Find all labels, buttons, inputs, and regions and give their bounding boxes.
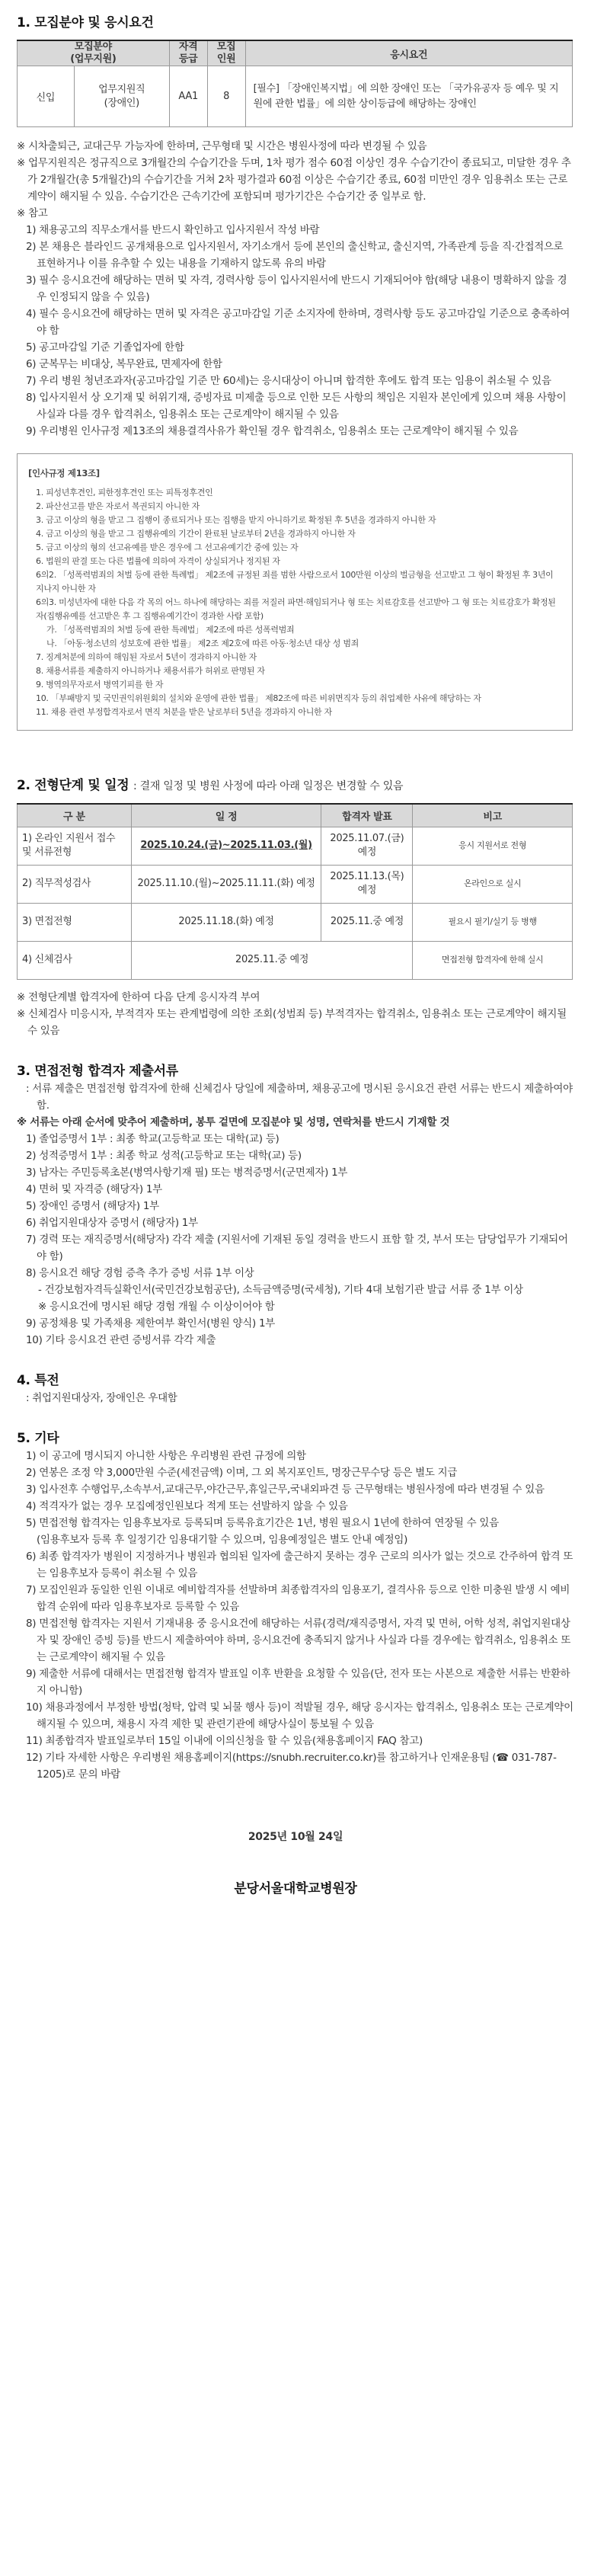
recruitment-table (17, 40, 573, 127)
benefit-text: : 취업지원대상자, 장애인은 우대함 (26, 1391, 177, 1404)
section5-title: 5. 기타 (17, 1430, 59, 1446)
box-item: 10. 「부패방지 및 국민권익위원회의 설치와 운영에 관한 법률」 제82조에 따른 비위면직자 등의 취업제한 사유에 해당하는 자 (36, 693, 481, 703)
section3-title: 3. 면접전형 합격자 제출서류 (17, 1063, 178, 1079)
box-item: 4. 금고 이상의 형을 받고 그 집행유예의 기간이 완료된 날로부터 2년을 경과하지 아니한 자 (36, 529, 356, 539)
col-schedule: 일 정 (131, 804, 321, 827)
cell-announce: 2025.11.13.(목) 예정 (321, 865, 413, 903)
cell-requirement: [필수] 「장애인복지법」에 의한 장애인 또는 「국가유공자 등 예우 및 지원에 관한 법률」에 의한 상이등급에 해당하는 장애인 (245, 66, 572, 127)
box-item: 3. 금고 이상의 형을 받고 그 집행이 종료되거나 또는 집행을 받지 아니하기로 확정된 후 5년을 경과하지 아니한 자 (36, 515, 436, 525)
doc-item: 4) 면허 및 자격증 (해당자) 1부 (26, 1182, 162, 1195)
etc-item: 1) 이 공고에 명시되지 아니한 사항은 우리병원 관련 규정에 의함 (26, 1449, 306, 1462)
etc-item: 9) 제출한 서류에 대해서는 면접전형 합격자 발표일 이후 반환을 요청할 수 있음(단, 전자 또는 사본으로 제출한 서류는 반환하지 아니함) (26, 1667, 570, 1697)
box-item: 가. 「성폭력범죄의 처벌 등에 관한 특례법」 제2조에 따른 성폭력범죄 (46, 625, 295, 635)
doc-item: 10) 기타 응시요건 관련 증빙서류 각각 제출 (26, 1333, 216, 1346)
disqualification-box (17, 453, 573, 731)
ref-8: 8) 입사지원서 상 오기재 및 허위기재, 증빙자료 미제출 등으로 인한 모든 사항의 책임은 지원자 본인에게 있으며 채용 사항이 사실과 다를 경우 합격취소, 임용취소 또는 근로계약이 해지될 수 있음 (26, 392, 567, 421)
box-item: 나. 「아동·청소년의 성보호에 관한 법률」 제2조 제2호에 따른 아동·청소년 대상 성 범죄 (46, 638, 359, 648)
table-row (18, 865, 573, 903)
col-note: 비고 (413, 804, 573, 827)
doc-item: 3) 남자는 주민등록초본(병역사항기재 필) 또는 병적증명서(군면제자) 1부 (26, 1166, 348, 1179)
note-1: ※ 시차출퇴근, 교대근무 가능자에 한하며, 근무형태 및 시간은 병원사정에 따라 변경될 수 있음 (17, 140, 427, 152)
box-item: 7. 징계처분에 의하여 해임된 자로서 5년이 경과하지 아니한 자 (36, 652, 257, 662)
box-item: 9. 병역의무자로서 병역기피를 한 자 (36, 680, 164, 690)
box-item: 6의2. 「성폭력범죄의 처벌 등에 관한 특례법」 제2조에 규정된 죄를 범한 사람으로서 100만원 이상의 벌금형을 선고받고 그 형이 확정된 후 3년이 지나지 아니한 자 (36, 570, 554, 594)
table-row (18, 903, 573, 941)
etc-item: (임용후보자 등록 후 일정기간 임용대기할 수 있으며, 임용예정일은 별도 안내 예정임) (37, 1533, 408, 1546)
doc-item: 7) 경력 또는 재직증명서(해당자) 각각 제출 (지원서에 기재된 동일 경력을 반드시 표함 할 것, 부서 또는 담당업무가 기재되어야 함) (26, 1233, 568, 1262)
cell-count: 8 (207, 66, 245, 127)
doc-item: - 건강보험자격득실확인서(국민건강보험공단), 소득금액증명(국세청), 기타 4대 보험기관 발급 서류 중 1부 이상 (38, 1283, 523, 1296)
section1-title: 1. 모집분야 및 응시요건 (17, 15, 154, 30)
col-stage: 구 분 (18, 804, 132, 827)
col-field: 모집분야 (업무지원) (18, 40, 170, 66)
doc-item: 8) 응시요건 해당 경험 증측 추가 증빙 서류 1부 이상 (26, 1266, 254, 1279)
etc-item: 5) 면접전형 합격자는 임용후보자로 등록되며 등록유효기간은 1년, 병원 필요시 1년에 한하여 연장될 수 있음 (26, 1516, 499, 1529)
box-item: 1. 피성년후견인, 피한정후견인 또는 피특정후견인 (36, 488, 213, 498)
note-2: ※ 업무지원직은 정규직으로 3개월간의 수습기간을 두며, 1차 평가 점수 60점 이상인 경우 수습기간이 종료되고, 미달한 경우 추가 2개월간(총 5개월간)의 수습기간을 거쳐 2차 평가결과 60점 이상은 수습기간 종료, 60점 미만인 경우 임용취소 또는 근로계약이 해지될 수 있음. 수습기간은 근속기간에 포함되며 평가기간은 수습기간 중 일부로 함. (17, 157, 571, 203)
cell-announce: 2025.11.07.(금) 예정 (321, 827, 413, 865)
box-heading: [인사규정 제13조] (28, 468, 100, 478)
etc-item: 12) 기타 자세한 사항은 우리병원 채용홈페이지(https://snubh.recruiter.co.kr)를 참고하거나 인재운용팀 (☎ 031-787-1205)로 문의 바람 (26, 1751, 557, 1781)
table-row (18, 827, 573, 865)
schedule-note-1: ※ 전형단계별 합격자에 한하여 다음 단계 응시자격 부여 (17, 990, 260, 1003)
col-announce: 합격자 발표 (321, 804, 413, 827)
ref-6: 6) 군복무는 비대상, 복무완료, 면제자에 한함 (26, 358, 222, 370)
etc-item: 4) 적격자가 없는 경우 모집예정인원보다 적게 또는 선발하지 않을 수 있음 (26, 1499, 348, 1512)
etc-item: 2) 연봉은 조정 약 3,000만원 수준(세전금액) 이며, 그 외 복지포인트, 명장근무수당 등은 별도 지급 (26, 1466, 458, 1479)
ref-4: 4) 필수 응시요건에 해당하는 면허 및 자격은 공고마감일 기준 소지자에 한하며, 경력사항 등도 공고마감일 기준으로 충족하여야 함 (26, 308, 570, 337)
col-requirement: 응시요건 (245, 40, 572, 66)
cell-type: 신입 (18, 66, 75, 127)
etc-item: 3) 입사전후 수행업무,소속부서,교대근무,야간근무,휴일근무,국내외파견 등 근무형태는 병원사정에 따라 변경될 수 있음 (26, 1483, 545, 1496)
etc-item: 8) 면접전형 합격자는 지원서 기재내용 중 응시요건에 해당하는 서류(경력/재직증명서, 자격 및 면허, 어학 성적, 취업지원대상자 및 장애인 증빙 등)를 반드시 제출하여야 하며, 응시요건에 충족되지 않거나 사실과 다를 경우에는 합격취소, 임용취소 또는 근로계약이 해지될 수 있음 (26, 1617, 571, 1663)
schedule-table (17, 803, 573, 980)
cell-schedule: 2025.11.중 예정 (131, 941, 413, 979)
doc-item: ※ 응시요건에 명시된 해당 경험 개월 수 이상이어야 함 (38, 1300, 275, 1313)
cell-stage: 4) 신체검사 (18, 941, 132, 979)
cell-stage: 2) 직무적성검사 (18, 865, 132, 903)
etc-item: 11) 최종합격자 발표일로부터 15일 이내에 이의신청을 할 수 있음(채용홈페이지 FAQ 참고) (26, 1734, 423, 1747)
cell-schedule: 2025.11.10.(월)~2025.11.11.(화) 예정 (131, 865, 321, 903)
etc-item: 7) 모집인원과 동일한 인원 이내로 예비합격자를 선발하며 최종합격자의 임용포기, 결격사유 등으로 인한 미충원 발생 시 예비합격 순위에 따라 임용후보자로 등록할 수 있음 (26, 1583, 570, 1613)
box-item: 5. 금고 이상의 형의 선고유예를 받은 경우에 그 선고유예기간 중에 있는 자 (36, 542, 299, 552)
ref-3: 3) 필수 응시요건에 해당하는 면허 및 자격, 경력사항 등이 입사지원서에 반드시 기재되어야 함(해당 내용이 명확하지 않을 경우 인정되지 않을 수 있음) (26, 274, 567, 303)
cell-note: 필요시 필기/실기 등 병행 (413, 903, 573, 941)
cell-note: 온라인으로 실시 (413, 865, 573, 903)
doc-item: 6) 취업지원대상자 증명서 (해당자) 1부 (26, 1216, 198, 1229)
cell-stage: 3) 면접전형 (18, 903, 132, 941)
table-row (18, 941, 573, 979)
doc-item: 9) 공정채용 및 가족채용 제한여부 확인서(병원 양식) 1부 (26, 1317, 275, 1330)
ref-7: 7) 우리 병원 청년조과자(공고마감일 기준 만 60세)는 응시대상이 아니며 합격한 후에도 합격 또는 임용이 취소될 수 있음 (26, 375, 551, 387)
ref-2: 2) 본 채용은 블라인드 공개채용으로 입사지원서, 자기소개서 등에 본인의 출신학교, 출신지역, 가족관계 등을 직·간접적으로 표현하거나 이를 유추할 수 있는 내용을 기재하지 않도록 유의 바람 (26, 241, 564, 270)
section4-title: 4. 특전 (17, 1372, 59, 1388)
cell-schedule: 2025.11.18.(화) 예정 (131, 903, 321, 941)
section2-title: 2. 전형단계 및 일정 (17, 778, 129, 793)
ref-9: 9) 우리병원 인사규정 제13조의 채용결격사유가 확인될 경우 합격취소, 임용취소 또는 근로계약이 해지될 수 있음 (26, 425, 519, 437)
box-item: 2. 파산선고를 받은 자로서 복권되지 아니한 자 (36, 501, 200, 511)
box-item: 8. 채용서류를 제출하지 아니하거나 채용서류가 허위로 판명된 자 (36, 666, 265, 676)
col-grade: 자격 등급 (169, 40, 207, 66)
cell-field: 업무지원직 (장애인) (74, 66, 169, 127)
box-item: 6의3. 미성년자에 대한 다음 각 목의 어느 하나에 해당하는 죄를 저질러 파면·해임되거나 형 또는 치료감호를 선고받아 그 형 또는 치료감호가 확정된 자(집행유예를 선고받은 후 그 집행유예기간이 경과한 사람 포함) (36, 597, 556, 621)
box-item: 6. 법원의 판결 또는 다른 법률에 의하여 자격이 상실되거나 정지된 자 (36, 556, 280, 566)
schedule-note-2: ※ 신체검사 미응시자, 부적격자 또는 관계법령에 의한 조회(성범죄 등) 부적격자는 합격취소, 임용취소 또는 근로계약이 해지될 수 있음 (17, 1007, 567, 1037)
cell-grade: AA1 (169, 66, 207, 127)
docs-warning: ※ 서류는 아래 순서에 맞추어 제출하며, 봉투 겉면에 모집분야 및 성명, 연락처를 반드시 기재할 것 (17, 1115, 450, 1128)
note-3: ※ 참고 (17, 207, 48, 219)
cell-announce: 2025.11.중 예정 (321, 903, 413, 941)
notice-date: 2025년 10월 24일 (248, 1830, 343, 1843)
doc-item: 1) 졸업증명서 1부 : 최종 학교(고등학교 또는 대학(교) 등) (26, 1132, 280, 1145)
cell-note: 면접전형 합격자에 한해 실시 (413, 941, 573, 979)
etc-item: 6) 최종 합격자가 병원이 지정하거나 병원과 협의된 일자에 출근하지 못하는 경우 근로의 의사가 없는 것으로 간주하여 합격 또는 임용후보자 등록이 취소될 수 있음 (26, 1550, 573, 1579)
cell-schedule: 2025.10.24.(금)~2025.11.03.(월) (131, 827, 321, 865)
doc-item: 2) 성적증명서 1부 : 최종 학교 성적(고등학교 또는 대학(교) 등) (26, 1149, 302, 1162)
table-row (18, 66, 573, 127)
col-count: 모집 인원 (207, 40, 245, 66)
doc-item: 5) 장애인 증명서 (해당자) 1부 (26, 1199, 159, 1212)
cell-note: 응시 지원서로 전형 (413, 827, 573, 865)
ref-1: 1) 채용공고의 직무소개서를 반드시 확인하고 입사지원서 작성 바람 (26, 224, 320, 236)
docs-intro: : 서류 제출은 면접전형 합격자에 한해 신체검사 당일에 제출하며, 채용공고에 명시된 응시요건 관련 서류는 반드시 제출하여야 함. (26, 1082, 573, 1112)
cell-stage: 1) 온라인 지원서 접수 및 서류전형 (18, 827, 132, 865)
section2-subtitle: : 결재 일정 및 병원 사정에 따라 아래 일정은 변경할 수 있음 (133, 780, 404, 792)
ref-5: 5) 공고마감일 기준 기졸업자에 한함 (26, 341, 184, 354)
box-item: 11. 채용 관련 부정합격자로서 면직 처분을 받은 날로부터 5년을 경과하지 아니한 자 (36, 707, 332, 717)
organization-name: 분당서울대학교병원장 (234, 1880, 357, 1896)
etc-item: 10) 채용과정에서 부정한 방법(청탁, 압력 및 뇌물 행사 등)이 적발될 경우, 해당 응시자는 합격취소, 임용취소 또는 근로계약이 해지될 수 있으며, 채용시 자격 제한 및 관련기관에 해당사실이 통보될 수 있음 (26, 1701, 573, 1730)
section2-heading (17, 776, 574, 795)
